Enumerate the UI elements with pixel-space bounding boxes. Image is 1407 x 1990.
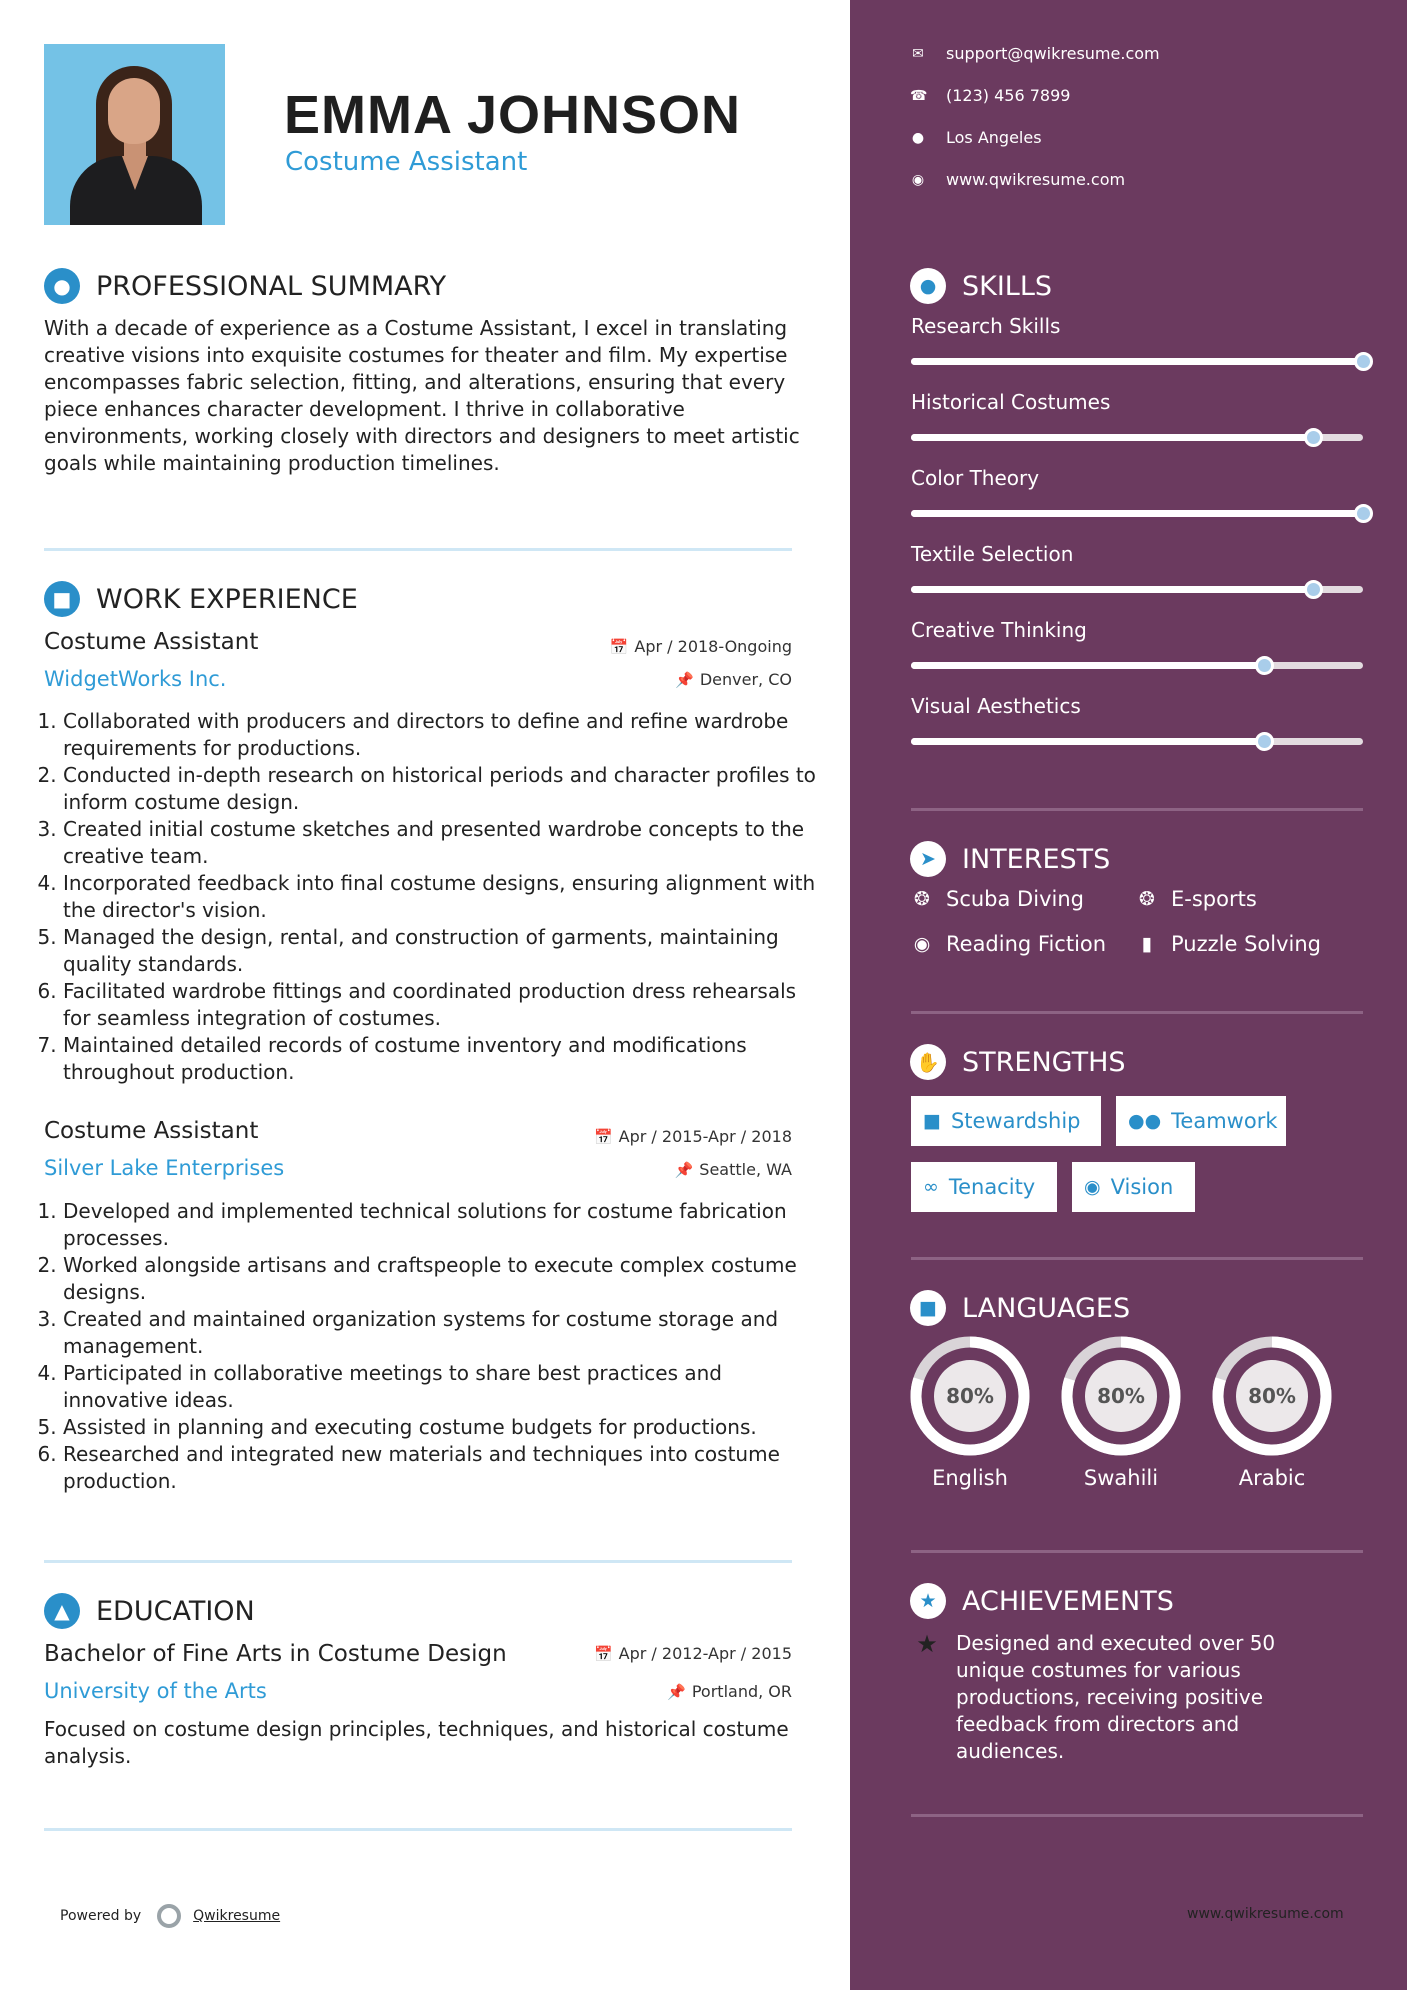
education-description: Focused on costume design principles, techniques, and historical costume analysis. — [44, 1717, 789, 1768]
map-marker-icon: ● — [911, 129, 925, 146]
life-ring-icon: ❂ — [1139, 888, 1155, 910]
interest-label: Reading Fiction — [946, 932, 1107, 956]
divider — [911, 1814, 1363, 1817]
list-item: 1. Developed and implemented technical solutions for costume fabrication processes. — [63, 1198, 823, 1252]
skill-slider-knob — [1354, 504, 1373, 523]
languages-title: LANGUAGES — [962, 1292, 1131, 1324]
list-item: 6. Researched and integrated new materials and techniques into costume production. — [63, 1441, 823, 1495]
skill-bar — [911, 510, 1363, 517]
list-item: 2. Worked alongside artisans and craftspeople to execute complex costume designs. — [63, 1252, 823, 1306]
strength-label: Vision — [1110, 1175, 1174, 1199]
list-item: 4. Incorporated feedback into final costume designs, ensuring alignment with the director's vision. — [63, 870, 823, 924]
achievements-heading — [910, 1583, 1174, 1619]
interest-item — [1135, 887, 1257, 911]
list-item: 6. Facilitated wardrobe fittings and coordinated production dress rehearsals for seamless integration of costumes. — [63, 978, 823, 1032]
fist-icon: ✋ — [910, 1044, 946, 1080]
contact-website[interactable] — [910, 170, 1125, 189]
divider — [44, 1560, 792, 1563]
experience-heading — [44, 581, 358, 617]
contact-email-text: support@qwikresume.com — [946, 44, 1160, 63]
summary-text: With a decade of experience as a Costume Assistant, I excel in translating creative visions into exquisite costumes for theater and film. My expertise encompasses fabric selection, fitting, and alterations, ensuring that every piece enhances character development. I thrive in collaborative environments, working closely with directors and designers to meet artistic goals while maintaining production timelines. — [44, 316, 800, 475]
language-name: Arabic — [1238, 1466, 1306, 1490]
list-item: 3. Created initial costume sketches and presented wardrobe concepts to the creative team. — [63, 816, 823, 870]
interest-item — [1135, 932, 1321, 956]
qwikresume-logo-icon — [157, 1904, 181, 1928]
graduate-icon: ▲ — [44, 1593, 80, 1629]
education-location — [667, 1682, 792, 1701]
job-title: Costume Assistant — [44, 1118, 259, 1144]
contact-location — [910, 128, 1042, 147]
skill-bar-fill — [911, 662, 1264, 669]
language-item — [1061, 1336, 1181, 1490]
language-percent: 80% — [1248, 1384, 1296, 1408]
powered-by — [60, 1904, 280, 1928]
job-company: WidgetWorks Inc. — [44, 667, 227, 691]
skill-slider-knob — [1354, 352, 1373, 371]
interest-item — [910, 932, 1106, 956]
skill-bar-fill — [911, 358, 1363, 365]
chair-icon: ■ — [44, 581, 80, 617]
powered-by-label: Powered by — [60, 1908, 142, 1924]
skill-bar — [911, 738, 1363, 745]
language-item — [1212, 1336, 1332, 1490]
job-location — [675, 670, 792, 689]
skills-title: SKILLS — [962, 270, 1053, 302]
profile-photo — [44, 44, 225, 225]
strength-badge — [911, 1096, 1101, 1146]
language-icon: ■ — [910, 1290, 946, 1326]
school-name: University of the Arts — [44, 1679, 267, 1703]
skill-bar-fill — [911, 510, 1363, 517]
star-icon: ★ — [916, 1630, 938, 1658]
language-ring — [1212, 1336, 1332, 1456]
summary-heading — [44, 268, 446, 304]
life-ring-icon: ❂ — [914, 888, 930, 910]
language-item — [910, 1336, 1030, 1490]
candidate-name: EMMA JOHNSON — [284, 85, 742, 145]
education-heading — [44, 1593, 255, 1629]
phone-icon: ☎ — [910, 87, 928, 104]
skill-bar-fill — [911, 738, 1264, 745]
interests-heading — [910, 841, 1110, 877]
interest-label: E-sports — [1171, 887, 1257, 911]
user-icon: ● — [44, 268, 80, 304]
strength-label: Tenacity — [948, 1175, 1036, 1199]
calendar-icon: 📅 — [593, 1128, 613, 1146]
divider — [44, 548, 792, 551]
contact-email[interactable] — [910, 44, 1160, 63]
skill-label: Historical Costumes — [911, 390, 1111, 414]
skill-label: Creative Thinking — [911, 618, 1087, 642]
job-bullets — [44, 1198, 823, 1495]
language-name: Swahili — [1083, 1466, 1159, 1490]
binoculars-icon: ◉ — [1084, 1176, 1101, 1198]
footer-website[interactable]: www.qwikresume.com — [1187, 1906, 1344, 1922]
education-location-text: Portland, OR — [691, 1682, 792, 1701]
job-company: Silver Lake Enterprises — [44, 1156, 285, 1180]
list-item: 5. Assisted in planning and executing costume budgets for productions. — [63, 1414, 823, 1441]
language-percent: 80% — [1097, 1384, 1145, 1408]
skill-slider-knob — [1255, 732, 1274, 751]
skill-bar — [911, 434, 1363, 441]
gamepad-icon: ◉ — [913, 933, 931, 955]
users-icon: ●● — [1128, 1110, 1162, 1132]
divider — [44, 1828, 792, 1831]
pin-icon: 📌 — [674, 1161, 694, 1179]
languages-heading — [910, 1290, 1130, 1326]
list-item: 3. Created and maintained organization systems for costume storage and management. — [63, 1306, 823, 1360]
strength-label: Stewardship — [950, 1109, 1081, 1133]
list-item: 4. Participated in collaborative meetings to share best practices and innovative ideas. — [63, 1360, 823, 1414]
skill-bar — [911, 662, 1363, 669]
list-item: 7. Maintained detailed records of costume inventory and modifications throughout production. — [63, 1032, 823, 1086]
qwikresume-link[interactable]: Qwikresume — [193, 1908, 281, 1924]
job-bullets — [44, 708, 823, 1086]
achievement-item — [910, 1630, 1330, 1765]
interest-item — [910, 887, 1084, 911]
achievement-text: Designed and executed over 50 unique costumes for various productions, receiving positive feedback from directors and audiences. — [956, 1631, 1276, 1763]
skill-label: Textile Selection — [911, 542, 1074, 566]
job-dates-text: Apr / 2015-Apr / 2018 — [618, 1127, 792, 1146]
experience-title: WORK EXPERIENCE — [96, 583, 358, 615]
job-dates-text: Apr / 2018-Ongoing — [634, 637, 792, 656]
calendar-icon: 📅 — [593, 1645, 613, 1663]
language-ring — [1061, 1336, 1181, 1456]
briefcase-icon: ■ — [923, 1110, 941, 1132]
list-item: 1. Collaborated with producers and directors to define and refine wardrobe requirements for productions. — [63, 708, 823, 762]
achievements-title: ACHIEVEMENTS — [962, 1585, 1174, 1617]
job-location-text: Seattle, WA — [699, 1160, 792, 1179]
strengths-title: STRENGTHS — [962, 1046, 1126, 1078]
language-ring — [910, 1336, 1030, 1456]
list-item: 2. Conducted in-depth research on historical periods and character profiles to inform costume design. — [63, 762, 823, 816]
globe-icon: ◉ — [911, 171, 925, 188]
envelope-icon: ✉ — [912, 45, 924, 62]
degree-title: Bachelor of Fine Arts in Costume Design — [44, 1641, 507, 1667]
interest-label: Puzzle Solving — [1171, 932, 1321, 956]
job-dates — [610, 637, 792, 656]
skill-slider-knob — [1255, 656, 1274, 675]
strengths-heading — [910, 1044, 1126, 1080]
contact-phone — [910, 86, 1070, 105]
paper-plane-icon: ➤ — [910, 841, 946, 877]
strength-badge — [1072, 1162, 1195, 1212]
pin-icon: 📌 — [675, 671, 694, 689]
candidate-role: Costume Assistant — [285, 147, 528, 177]
divider — [911, 808, 1363, 811]
skill-bar — [911, 358, 1363, 365]
education-dates — [594, 1644, 792, 1663]
list-item: 5. Managed the design, rental, and construction of garments, maintaining quality standards. — [63, 924, 823, 978]
strength-label: Teamwork — [1171, 1109, 1278, 1133]
skill-label: Visual Aesthetics — [911, 694, 1081, 718]
contact-website-text: www.qwikresume.com — [946, 170, 1126, 189]
job-location — [675, 1160, 792, 1179]
skill-bar — [911, 586, 1363, 593]
skill-bar-fill — [911, 586, 1313, 593]
divider — [911, 1550, 1363, 1553]
lightbulb-icon: ● — [910, 268, 946, 304]
job-dates — [594, 1127, 792, 1146]
star-badge-icon: ★ — [910, 1583, 946, 1619]
pin-icon: 📌 — [667, 1683, 686, 1701]
divider — [911, 1257, 1363, 1260]
link-icon: ∞ — [923, 1176, 939, 1198]
divider — [911, 1011, 1363, 1014]
interests-title: INTERESTS — [962, 843, 1111, 875]
strength-badge — [911, 1162, 1057, 1212]
contact-location-text: Los Angeles — [946, 128, 1042, 147]
interest-label: Scuba Diving — [946, 887, 1084, 911]
job-title: Costume Assistant — [44, 629, 259, 655]
education-title: EDUCATION — [96, 1595, 255, 1627]
calendar-icon: 📅 — [609, 638, 629, 656]
job-location-text: Denver, CO — [699, 670, 792, 689]
language-name: English — [932, 1466, 1008, 1490]
strength-badge — [1116, 1096, 1286, 1146]
contact-phone-text: (123) 456 7899 — [946, 86, 1071, 105]
skill-bar-fill — [911, 434, 1313, 441]
skill-label: Research Skills — [911, 314, 1061, 338]
summary-title: PROFESSIONAL SUMMARY — [96, 270, 447, 302]
education-dates-text: Apr / 2012-Apr / 2015 — [618, 1644, 792, 1663]
language-percent: 80% — [946, 1384, 994, 1408]
skills-heading — [910, 268, 1052, 304]
skill-label: Color Theory — [911, 466, 1040, 490]
book-icon: ▮ — [1141, 933, 1153, 955]
